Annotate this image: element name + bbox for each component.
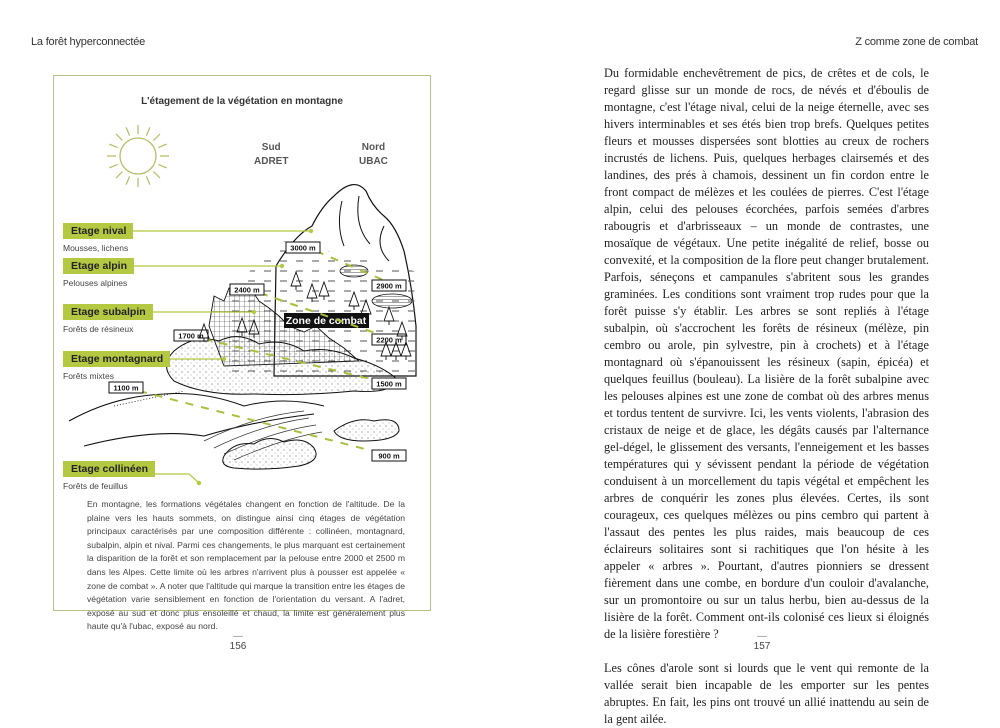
stage-montagnard-desc: Forêts mixtes (63, 371, 115, 381)
stage-alpin-desc: Pelouses alpines (63, 278, 128, 288)
page-number-left-value: 156 (229, 641, 247, 652)
altitude-value: 2200 m (376, 335, 402, 345)
altitude-value: 1100 m (113, 383, 139, 393)
altitude-label (372, 378, 406, 389)
stage-alpin (63, 256, 134, 288)
page-number-right (747, 633, 777, 652)
running-head-left: La forêt hyperconnectée (31, 36, 146, 48)
altitude-value: 3000 m (290, 243, 316, 253)
stage-nival (63, 221, 133, 253)
collinean-forest (223, 438, 316, 469)
valley-hills (69, 394, 324, 422)
sun-icon (107, 125, 169, 187)
orientation-north-label: Nord (361, 142, 386, 153)
page-number-right-value: 157 (753, 641, 771, 652)
stage-subalpin-label: Etage subalpin (63, 304, 153, 320)
stage-subalpin-desc: Forêts de résineux (63, 324, 134, 334)
altitude-label (286, 242, 320, 253)
altitude-value: 1500 m (376, 379, 402, 389)
altitude-value: 900 m (378, 451, 400, 461)
altitude-label (230, 284, 264, 295)
altitude-label (109, 382, 143, 393)
paragraph-1: Du formidable enchevêtrement de pics, de crêtes et de cols, le regard glisse sur un monde de rocs, de névés et d'éboulis de montagne, c'est l'étage nival, celui de la neige éternelle, avec ses hivers interminables et ses étés bien trop brefs. Quelques petites fleurs et mousses dispersées sont blotties au creux de rochers incrustés de lichens. Puis, quelques herbages clairsemés et des landines, des prés à chamois, dessinent un fin cordon entre le front compact de mélèzes et les coulées de pierres. C'est l'étage alpin, celui des pelouses écorchées, parfois semées d'arbres rabougris et d'arbrisseaux – un monde de contrastes, une mosaïque de végétaux. Une petite inégalité de relief, bosse ou convexité, et la composition de la flore peut changer brutalement. Parfois, séneçons et campanules s'abritent sous les grandes graminées. Les conditions sont vraiment trop rudes pour que la forêt puisse s'y établir. Les arbres se sont repliés à l'étage subalpin, où s'accrochent les forêts de résineux (mélèze, pin cembro ou arole, pin sylvestre, pin à crochets) et à l'étage montagnard où s'épanouissent les résineux (sapin, épicéa) et quelques feuillus (bouleau). La lisière de la forêt subalpine avec les pelouses alpines est une zone de combat où des arbres menus et tordus tentent de survivre. Ici, les vents violents, l'abrasion des cristaux de neige et de glace, les dégâts causés par l'alternance gel-dégel, le glissement des versants, l'enneigement et les basses températures qui y sévissent pendant la période de végétation conduisent à un morcellement du tapis végétal et empêchent les arbres de conquérir les zones plus élevées. Certes, ils sont courageux, ces quelques mélèzes ou pins cembro qui partent à l'assaut des pentes les plus raides, mais beaucoup de ces éclaireurs solitaires sont si rachitiques que l'on hésite à les appeler « arbres ». Pourtant, d'autres pionniers se dressent fièrement dans une combe, en bordure d'un couloir d'avalanche, sur un promontoire ou sur un talus herbu, bien au-dessus de la lisière de la forêt. Comment ont-ils colonisé ces lieux si éloignés de la lisière forestière ? (604, 66, 929, 641)
orientation-south-label: Sud (261, 142, 281, 153)
stage-alpin-label: Etage alpin (63, 258, 134, 274)
folio-dash-right: — (757, 631, 767, 642)
running-head-right: Z comme zone de combat (855, 36, 978, 48)
altitude-label (372, 450, 406, 461)
stage-collineen (63, 459, 155, 491)
stage-nival-desc: Mousses, lichens (63, 243, 129, 253)
altitude-value: 1700 m (178, 331, 204, 341)
stage-montagnard-label: Etage montagnard (63, 351, 170, 367)
stage-collineen-label: Etage collinéen (63, 461, 155, 477)
body-text (604, 65, 929, 728)
altitude-label (372, 280, 406, 291)
figure-title: L'étagement de la végétation en montagne (141, 96, 343, 107)
altitude-value: 2900 m (376, 281, 402, 291)
stage-subalpin (63, 302, 153, 334)
figure-box (53, 75, 431, 632)
paragraph-2: Les cônes d'arole sont si lourds que le vent qui remonte de la vallée serait bien incapable de les emporter sur les pentes abruptes. En fait, les pins ont trouvé un allié inattendu au sein de la gent ailée. (604, 661, 929, 726)
altitude-value: 2400 m (234, 285, 260, 295)
figure-caption: En montagne, les formations végétales changent en fonction de l'altitude. De la plaine vers les hauts sommets, on distingue ainsi cinq étages de végétation principaux caractérisés par une composition différente : collinéen, montagnard, subalpin, alpin et nival. Parmi ces changements, le plus marquant est certainement la disparition de la forêt et son remplacement par la pelouse entre 2000 et 2500 m dans les Alpes. Cette limite où les arbres n'arrivent plus à pousser est appelée « zone de combat ». A noter que l'altitude qui marque la transition entre les étages de végétation varie sensiblement en fonction de l'orientation du versant. A l'adret, exposé au sud et donc plus ensoleillé et chaud, la limite est généralement plus haute qu'à l'ubac, exposé au nord. (87, 499, 405, 632)
page-number-left (223, 633, 253, 652)
zone-de-combat-label: Zone de combat (285, 315, 367, 327)
folio-dash-left: — (233, 631, 243, 642)
stage-nival-label: Etage nival (63, 223, 133, 239)
stage-collineen-desc: Forêts de feuillus (63, 481, 128, 491)
altitude-label (174, 330, 208, 341)
orientation-south-name: ADRET (254, 156, 289, 167)
orientation-north-name: UBAC (359, 156, 388, 167)
stage-montagnard (63, 349, 170, 381)
